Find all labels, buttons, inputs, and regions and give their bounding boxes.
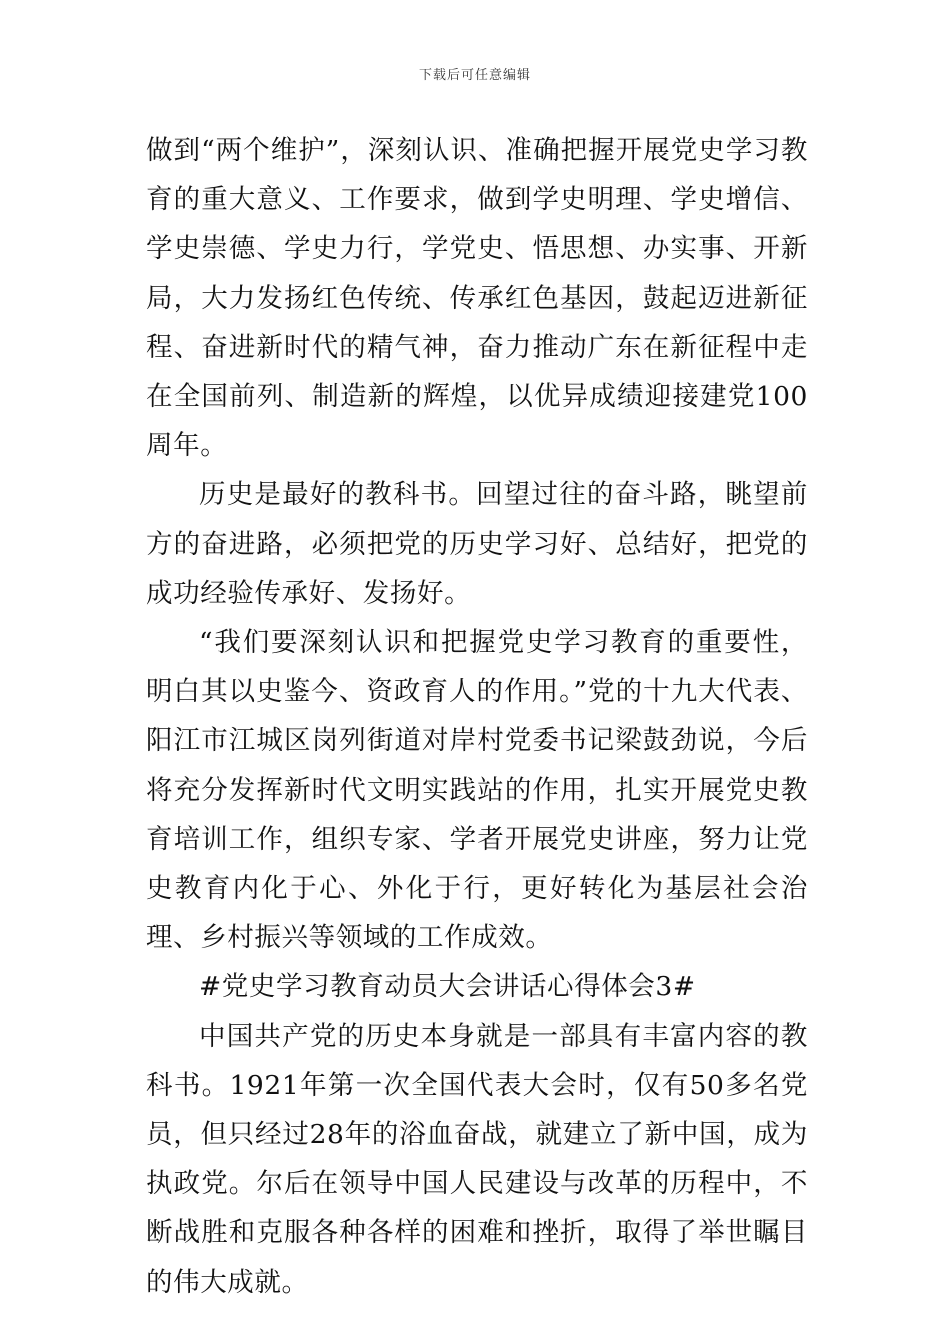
- paragraph-quote: “我们要深刻认识和把握党史学习教育的重要性，明白其以史鉴今、资政育人的作用。”党的十九大代表、阳江市江城区岗列街道对岸村党委书记梁鼓劲说，今后将充分发挥新时代文明实践站的作用，扎实开展党史教育培训工作，组织专家、学者开展党史讲座，努力让党史教育内化于心、外化于行，更好转化为基层社会治理、乡村振兴等领域的工作成效。: [146, 627, 808, 954]
- page-header-note: 下载后可任意编辑: [418, 68, 531, 83]
- section-heading: #党史学习教育动员大会讲话心得体会3#: [199, 971, 696, 1003]
- paragraph-party-history: 中国共产党的历史本身就是一部具有丰富内容的教科书。1921年第一次全国代表大会时，仅有50多名党员，但只经过28年的浴血奋战，就建立了新中国，成为执政党。尔后在领导中国人民建设与改革的历程中，不断战胜和克服各种各样的困难和挫折，取得了举世瞩目的伟大成就。: [146, 1020, 808, 1298]
- paragraph-continued: 做到“两个维护”，深刻认识、准确把握开展党史学习教育的重大意义、工作要求，做到学史明理、学史增信、学史崇德、学史力行，学党史、悟思想、办实事、开新局，大力发扬红色传统、传承红色基因，鼓起迈进新征程、奋进新时代的精气神，奋力推动广东在新征程中走在全国前列、制造新的辉煌，以优异成绩迎接建党100周年。: [146, 135, 808, 462]
- document-body: [146, 126, 808, 1307]
- paragraph-history-textbook: 历史是最好的教科书。回望过往的奋斗路，眺望前方的奋进路，必须把党的历史学习好、总结好，把党的成功经验传承好、发扬好。: [146, 479, 808, 609]
